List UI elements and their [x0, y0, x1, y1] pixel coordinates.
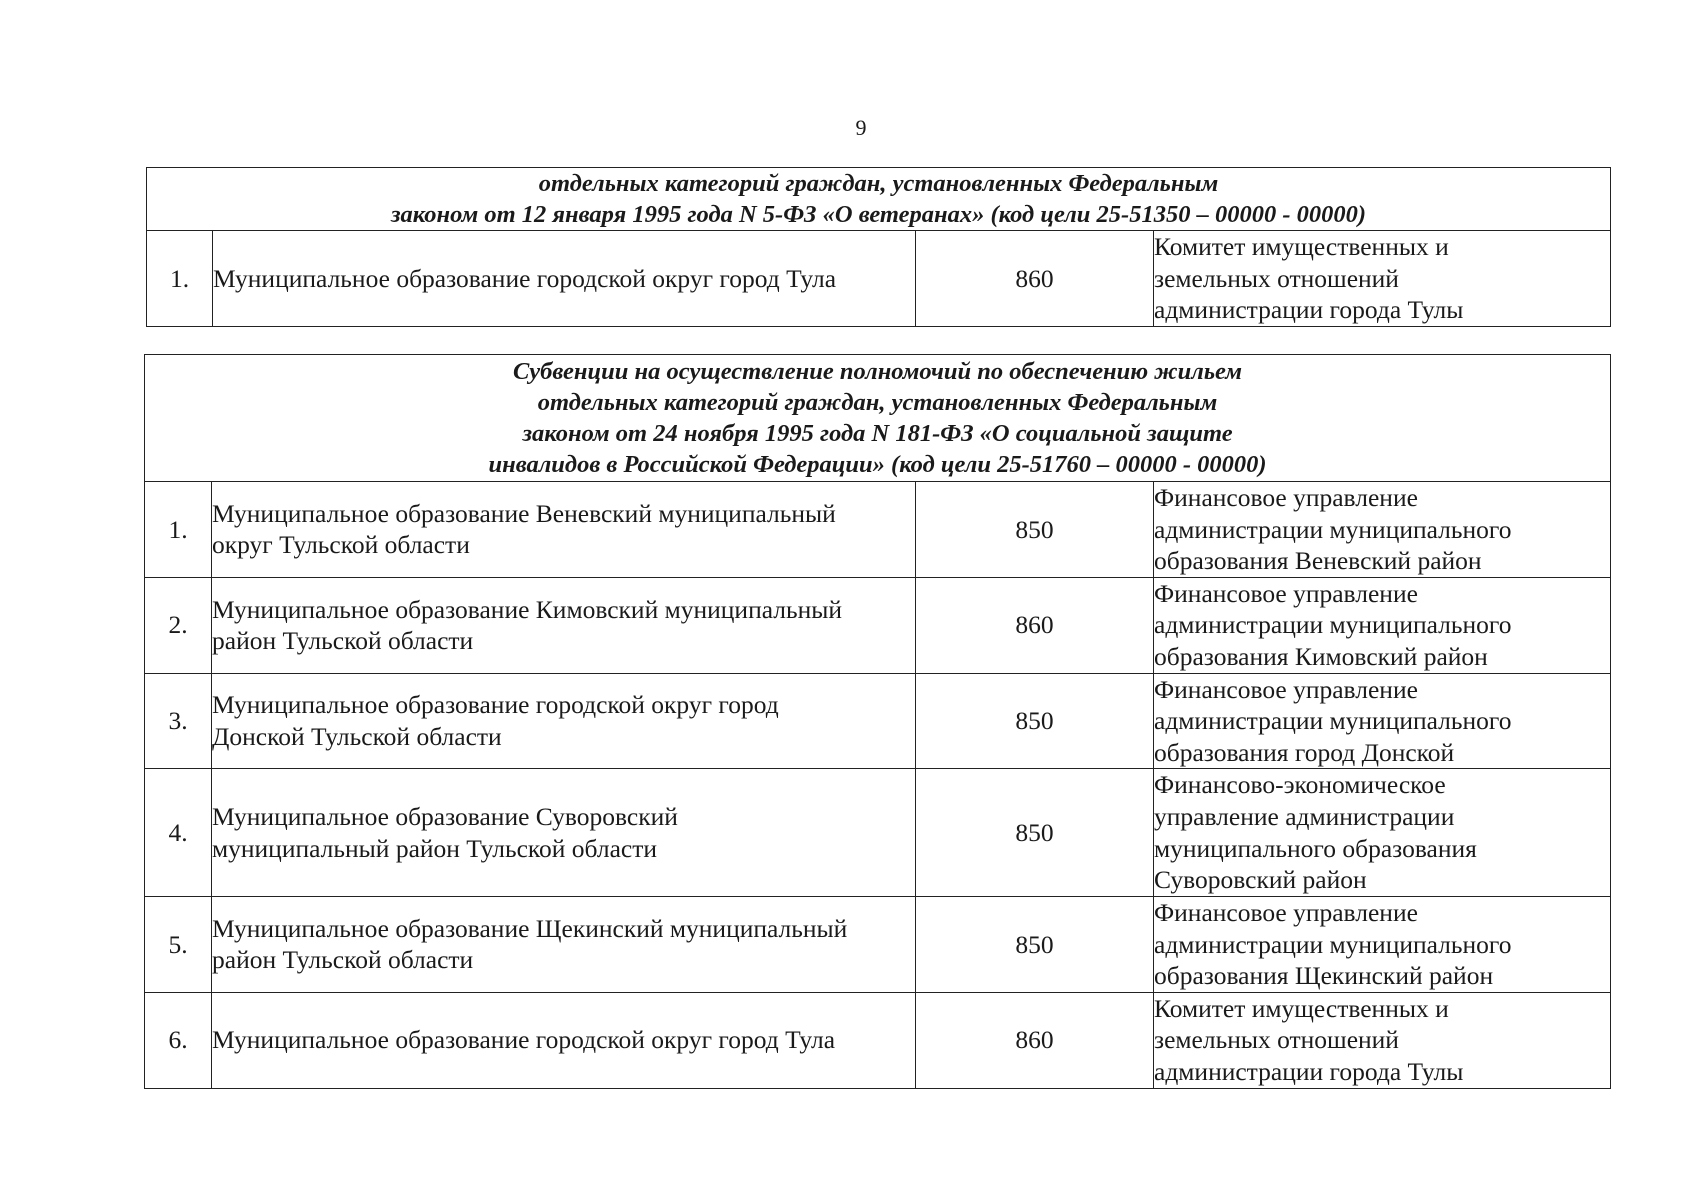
administrator-organization-line: администрации муниципального: [1154, 929, 1512, 959]
administrator-organization: [1154, 992, 1611, 1088]
municipality-name-line: Муниципальное образование Суворовский: [212, 802, 678, 832]
municipality-name-line: Муниципальное образование Щекинский муниципальный: [212, 913, 848, 943]
administrator-organization-line: Комитет имущественных и: [1154, 993, 1449, 1023]
administrator-organization-line: администрации муниципального: [1154, 514, 1512, 544]
department-code: 850: [916, 769, 1154, 896]
municipality-name: [212, 992, 916, 1088]
administrator-organization-line: администрации муниципального: [1154, 610, 1512, 640]
row-number: 1.: [147, 231, 213, 327]
administrator-organization-line: земельных отношений: [1154, 1025, 1399, 1055]
administrator-organization-line: муниципального образования: [1154, 833, 1477, 863]
row-number: 5.: [145, 896, 212, 992]
municipality-name-line: район Тульской области: [212, 626, 474, 656]
administrator-organization-line: Суворовский район: [1154, 865, 1367, 895]
table-row: [145, 769, 1611, 896]
municipality-name: [212, 673, 916, 769]
table-heading-row: [145, 355, 1611, 482]
municipality-name: [213, 231, 916, 327]
administrator-organization: [1154, 482, 1611, 578]
administrator-organization-line: Финансовое управление: [1154, 897, 1418, 927]
heading-line: отдельных категорий граждан, установленных Федеральным: [538, 170, 1219, 197]
heading-line: законом от 12 января 1995 года N 5-ФЗ «О ветеранах» (код цели 25-51350 – 00000 - 00000): [391, 201, 1367, 229]
table-row: [145, 577, 1611, 673]
administrator-organization-line: земельных отношений: [1154, 263, 1399, 293]
municipality-name-line: муниципальный район Тульской области: [212, 833, 658, 863]
table-row: [145, 992, 1611, 1088]
department-code: 850: [916, 673, 1154, 769]
table-heading: [147, 168, 1611, 231]
row-number: 3.: [145, 673, 212, 769]
municipality-name-line: Донской Тульской области: [212, 722, 502, 752]
administrator-organization-line: администрации города Тулы: [1154, 295, 1464, 325]
disabled-persons-subvention-table: [144, 354, 1611, 1089]
table-row: [145, 896, 1611, 992]
administrator-organization-line: образования Щекинский район: [1154, 961, 1494, 991]
administrator-organization: [1154, 231, 1611, 327]
administrator-organization: [1154, 769, 1611, 896]
table-row: [147, 231, 1611, 327]
table-heading: [145, 355, 1611, 482]
department-code: 850: [916, 896, 1154, 992]
department-code: 860: [916, 992, 1154, 1088]
municipality-name-line: Муниципальное образование Веневский муниципальный: [212, 498, 836, 528]
administrator-organization: [1154, 673, 1611, 769]
municipality-name-line: район Тульской области: [212, 945, 474, 975]
department-code: 850: [916, 482, 1154, 578]
administrator-organization-line: Финансовое управление: [1154, 674, 1418, 704]
municipality-name-line: округ Тульской области: [212, 530, 470, 560]
municipality-name: [212, 769, 916, 896]
row-number: 1.: [145, 482, 212, 578]
table-heading-row: [147, 168, 1611, 231]
administrator-organization-line: администрации города Тулы: [1154, 1056, 1464, 1086]
administrator-organization-line: управление администрации: [1154, 802, 1455, 832]
table-row: [145, 482, 1611, 578]
heading-line: инвалидов в Российской Федерации» (код цели 25-51760 – 00000 - 00000): [488, 451, 1267, 479]
heading-line: отдельных категорий граждан, установленных Федеральным: [537, 388, 1218, 416]
administrator-organization-line: Финансовое управление: [1154, 483, 1418, 512]
department-code: 860: [916, 231, 1154, 327]
table-row: [145, 673, 1611, 769]
municipality-name: [212, 482, 916, 578]
municipality-name-line: Муниципальное образование Кимовский муниципальный: [212, 594, 843, 624]
administrator-organization: [1154, 896, 1611, 992]
page-number: 9: [855, 115, 867, 140]
administrator-organization-line: Финансовое управление: [1154, 578, 1418, 608]
row-number: 2.: [145, 577, 212, 673]
administrator-organization-line: Комитет имущественных и: [1154, 232, 1449, 262]
municipality-name: [212, 577, 916, 673]
administrator-organization-line: администрации муниципального: [1154, 706, 1512, 736]
row-number: 6.: [145, 992, 212, 1088]
heading-line: законом от 24 ноября 1995 года N 181-ФЗ «О социальной защите: [522, 420, 1233, 447]
municipality-name-line: Муниципальное образование городской округ город: [212, 690, 779, 720]
veterans-subvention-table: [146, 167, 1611, 327]
administrator-organization-line: образования Веневский район: [1154, 546, 1482, 576]
heading-line: Субвенции на осуществление полномочий по обеспечению жильем: [512, 357, 1243, 385]
administrator-organization-line: образования город Донской: [1154, 737, 1455, 767]
municipality-name-line: Муниципальное образование городской округ город Тула: [212, 1025, 836, 1055]
municipality-name-line: Муниципальное образование городской округ город Тула: [213, 263, 837, 293]
row-number: 4.: [145, 769, 212, 896]
department-code: 860: [916, 577, 1154, 673]
administrator-organization-line: образования Кимовский район: [1154, 642, 1488, 672]
administrator-organization: [1154, 577, 1611, 673]
administrator-organization-line: Финансово-экономическое: [1154, 770, 1446, 800]
municipality-name: [212, 896, 916, 992]
